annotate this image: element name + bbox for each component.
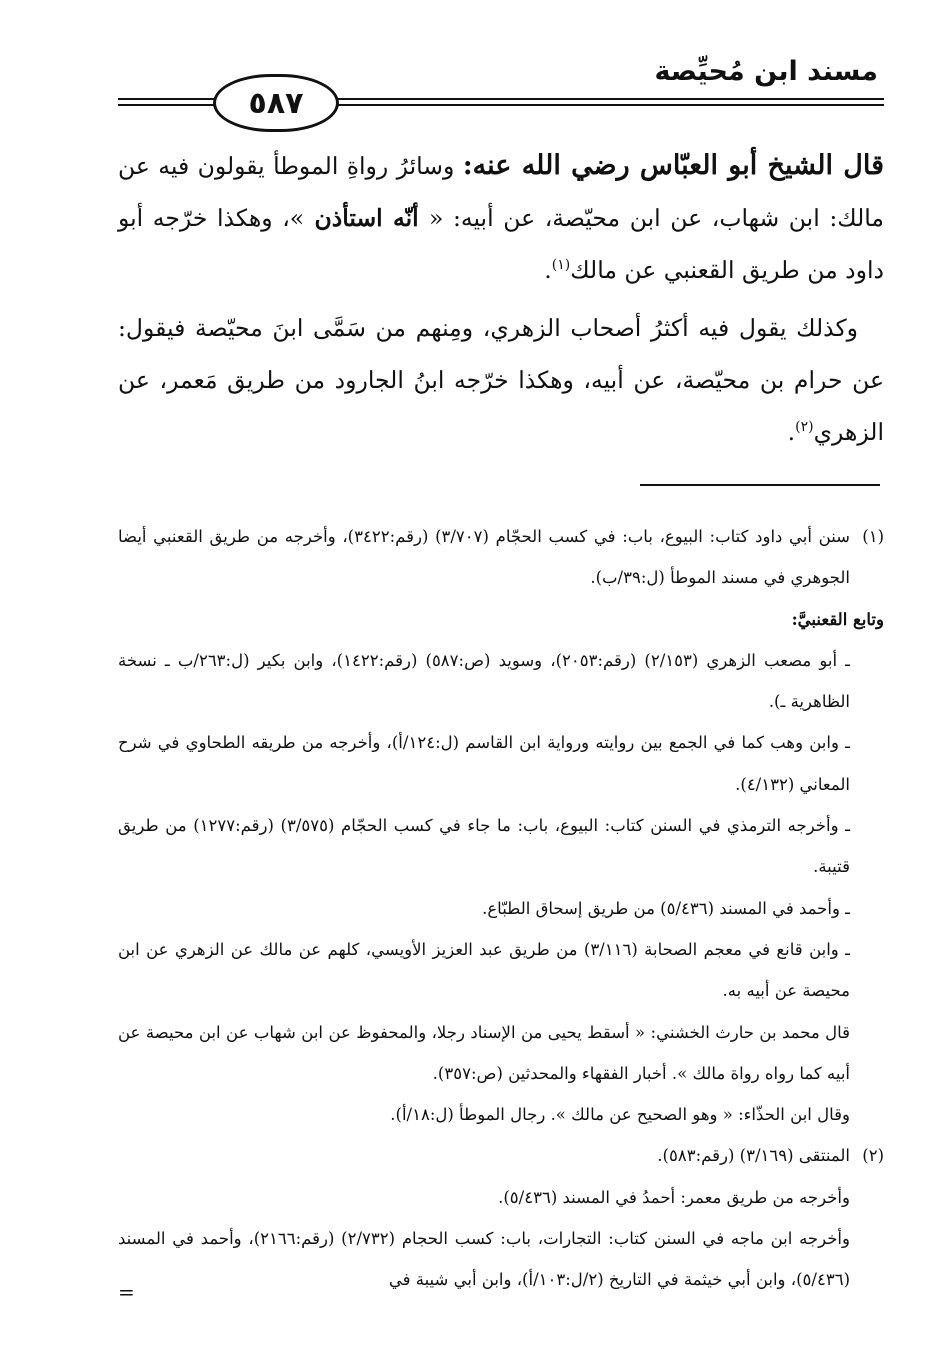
paragraph-end: .	[787, 418, 796, 446]
page-header	[118, 50, 884, 130]
footnote-separator	[640, 484, 880, 486]
footnote-number: (٢)	[862, 1146, 884, 1166]
hadith-quote: أنّه استأذن	[304, 204, 429, 232]
footnote-subheading: وتابع القعنبيَّ:	[791, 609, 884, 629]
footnote-line: ـ وابن قانع في معجم الصحابة (٣/١١٦) من طريق عبد العزيز الأويسي، كلهم عن مالك عن الزهري عن ابن محيصة عن أبيه به.	[118, 939, 850, 1001]
paragraph-text: »، وهكذا خرّجه أبو داود من طريق القعنبي عن مالك	[118, 204, 884, 284]
footnotes	[118, 516, 884, 1301]
continuation-mark: =	[118, 1280, 135, 1304]
footnote-quote: قال محمد بن حارث الخشني: « أسقط يحيى من الإسناد رجلا، والمحفوظ عن ابن شهاب عن ابن محيصة عن أبيه كما رواه رواة مالك ». أخبار الفقهاء والمحدثين (ص:٣٥٧).	[118, 1022, 850, 1083]
footnote-line: ـ وابن وهب كما في الجمع بين روايته ورواية ابن القاسم (ل:١٢٤/أ)، وأخرجه من طريقه الطحاوي في شرح المعاني (٤/١٣٢).	[118, 733, 851, 794]
footnote-quote: وقال ابن الحذّاء: « وهو الصحيح عن مالك ». رجال الموطأ (ل:١٨/أ).	[390, 1105, 850, 1125]
paragraph-text: وسائرُ رواةِ الموطأ يقولون فيه عن مالك: ابن شهاب، عن ابن محيّصة، عن أبيه: «	[118, 152, 884, 232]
footnote-text: سنن أبي داود كتاب: البيوع، باب: في كسب الحجّام (٣/٧٠٧) (رقم:٣٤٢٢)، وأخرجه من طريق القعنبي أيضا الجوهري في مسند الموطأ (ل:٣٩/ب).	[118, 527, 850, 588]
footnote-line: ـ وأحمد في المسند (٥/٤٣٦) من طريق إسحاق الطبّاع.	[482, 898, 850, 918]
paragraph-1	[118, 140, 884, 296]
running-title: مسند ابن مُحيِّصة	[654, 56, 878, 87]
footnote-line: ـ وأخرجه الترمذي في السنن كتاب: البيوع، باب: ما جاء في كسب الحجّام (٣/٥٧٥) (رقم:١٢٧٧) من طريق قتيبة.	[118, 816, 850, 877]
paragraph-lead: قال الشيخ أبو العبّاس رضي الله عنه:	[462, 150, 884, 181]
footnote-ref-1: (١)	[551, 257, 571, 274]
footnote-number: (١)	[862, 527, 884, 546]
footnote-text: المنتقى (٣/١٦٩) (رقم:٥٨٣).	[657, 1146, 850, 1166]
footnote-line: وأخرجه ابن ماجه في السنن كتاب: التجارات، باب: كسب الحجام (٢/٧٣٢) (رقم:٢١٦٦)، وأحمد في المسند (٥/٤٣٦)، وابن أبي خيثمة في التاريخ (٢/ل:١٠٣/أ)، وابن أبي شيبة في	[118, 1229, 850, 1290]
paragraph-end: .	[544, 256, 552, 284]
page-number-badge: ٥٨٧	[213, 74, 339, 132]
footnote-ref-2: (٢)	[795, 419, 814, 436]
footnote-line: ـ أبو مصعب الزهري (٢/١٥٣) (رقم:٢٠٥٣)، وسويد (ص:٥٨٧) (رقم:١٤٢٢)، وابن بكير (ل:٢٦٣/ب ـ نسخة الظاهرية ـ).	[118, 650, 850, 712]
footnote-2	[118, 1135, 884, 1176]
paragraph-2	[118, 302, 884, 458]
footnote-line: وأخرجه من طريق معمر: أحمدُ في المسند (٥/٤٣٦).	[498, 1187, 850, 1207]
paragraph-text: وكذلك يقول فيه أكثرُ أصحاب الزهري، ومِنهم من سَمَّى ابنَ محيّصة فيقول: عن حرام بن محيّصة، عن أبيه، وهكذا خرّجه ابنُ الجارود من طريق مَعمر، عن الزهري	[118, 314, 884, 446]
footnote-1	[118, 516, 884, 599]
main-text	[118, 140, 884, 458]
